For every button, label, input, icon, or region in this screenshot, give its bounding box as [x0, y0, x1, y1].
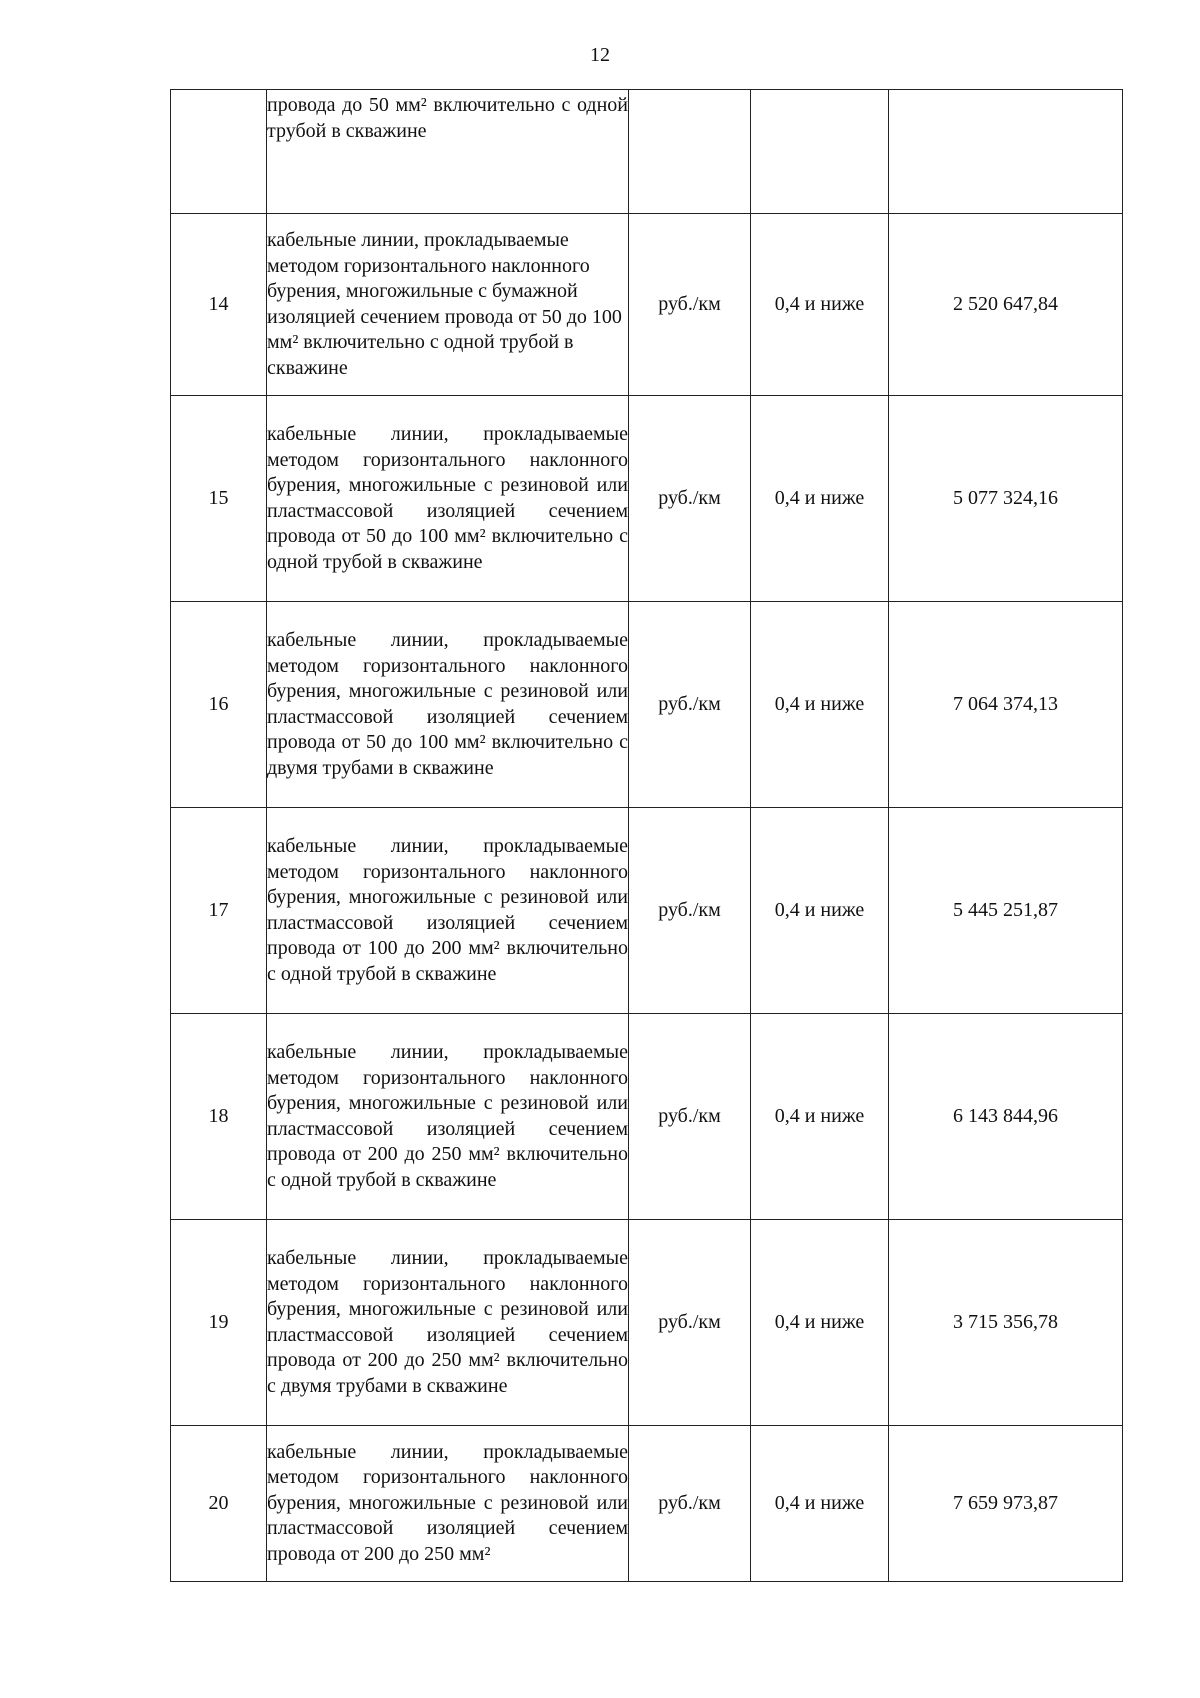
unit: руб./км — [629, 396, 751, 602]
unit: руб./км — [629, 1426, 751, 1582]
unit: руб./км — [629, 808, 751, 1014]
description-text: кабельные линии, прокладываемые методом горизонтального наклонного бурения, многожильные с резиновой или пластмассовой изоляцией сечением провода от 200 до 250 мм² включительно с двумя трубами в скважине — [267, 1247, 628, 1397]
page-number: 12 — [590, 44, 610, 66]
description-cell — [267, 1426, 629, 1582]
price: 5 445 251,87 — [889, 808, 1123, 1014]
unit: руб./км — [629, 1014, 751, 1220]
voltage: 0,4 и ниже — [751, 396, 889, 602]
table-row — [171, 808, 1123, 1014]
unit: руб./км — [629, 602, 751, 808]
price: 5 077 324,16 — [889, 396, 1123, 602]
description-text: кабельные линии, прокладываемые методом горизонтального наклонного бурения, многожильные с резиновой или пластмассовой изоляцией сечением провода от 200 до 250 мм² включительно с одной трубой в скважине — [267, 1041, 628, 1191]
description-cell — [267, 1014, 629, 1220]
description-text: кабельные линии, прокладываемые методом горизонтального наклонного бурения, многожильные с резиновой или пластмассовой изоляцией сечением провода от 100 до 200 мм² включительно с одной трубой в скважине — [267, 835, 628, 985]
row-number: 17 — [171, 808, 267, 1014]
row-number: 15 — [171, 396, 267, 602]
description-text: кабельные линии, прокладываемые методом горизонтального наклонного бурения, многожильные с резиновой или пластмассовой изоляцией сечением провода от 200 до 250 мм² — [267, 1440, 628, 1565]
row-number-cell — [171, 90, 267, 214]
description-text: провода до 50 мм² включительно с одной трубой в скважине — [267, 94, 628, 142]
row-number: 18 — [171, 1014, 267, 1220]
voltage: 0,4 и ниже — [751, 1014, 889, 1220]
description-text: кабельные линии, прокладываемые методом горизонтального наклонного бурения, многожильные с резиновой или пластмассовой изоляцией сечением провода от 50 до 100 мм² включительно с одной трубой в скважине — [267, 423, 628, 573]
price-cell — [889, 90, 1123, 214]
table-row — [171, 602, 1123, 808]
price: 7 064 374,13 — [889, 602, 1123, 808]
description-cell — [267, 1220, 629, 1426]
description-cell — [267, 808, 629, 1014]
description-cell — [267, 90, 629, 214]
description-cell — [267, 602, 629, 808]
voltage: 0,4 и ниже — [751, 602, 889, 808]
row-number: 19 — [171, 1220, 267, 1426]
price: 7 659 973,87 — [889, 1426, 1123, 1582]
voltage: 0,4 и ниже — [751, 1220, 889, 1426]
row-number: 14 — [171, 214, 267, 396]
voltage-cell — [751, 90, 889, 214]
unit: руб./км — [629, 1220, 751, 1426]
row-number: 16 — [171, 602, 267, 808]
table-row — [171, 1220, 1123, 1426]
voltage: 0,4 и ниже — [751, 808, 889, 1014]
tariff-table — [170, 89, 1123, 1582]
description-cell — [267, 214, 629, 396]
description-cell — [267, 396, 629, 602]
row-number: 20 — [171, 1426, 267, 1582]
description-text: кабельные линии, прокладываемые методом горизонтального наклонного бурения, многожильные с резиновой или пластмассовой изоляцией сечением провода от 50 до 100 мм² включительно с двумя трубами в скважине — [267, 629, 628, 779]
table-row — [171, 396, 1123, 602]
table-row — [171, 1014, 1123, 1220]
description-text: кабельные линии, прокладываемые методом горизонтального наклонного бурения, многожильные с бумажной изоляцией сечением провода от 50 до 100 мм² включительно с одной трубой в скважине — [267, 229, 622, 379]
unit-cell — [629, 90, 751, 214]
table-row-continuation — [171, 90, 1123, 214]
table-row — [171, 1426, 1123, 1582]
voltage: 0,4 и ниже — [751, 1426, 889, 1582]
table-row — [171, 214, 1123, 396]
voltage: 0,4 и ниже — [751, 214, 889, 396]
price: 6 143 844,96 — [889, 1014, 1123, 1220]
price: 3 715 356,78 — [889, 1220, 1123, 1426]
price: 2 520 647,84 — [889, 214, 1123, 396]
unit: руб./км — [629, 214, 751, 396]
